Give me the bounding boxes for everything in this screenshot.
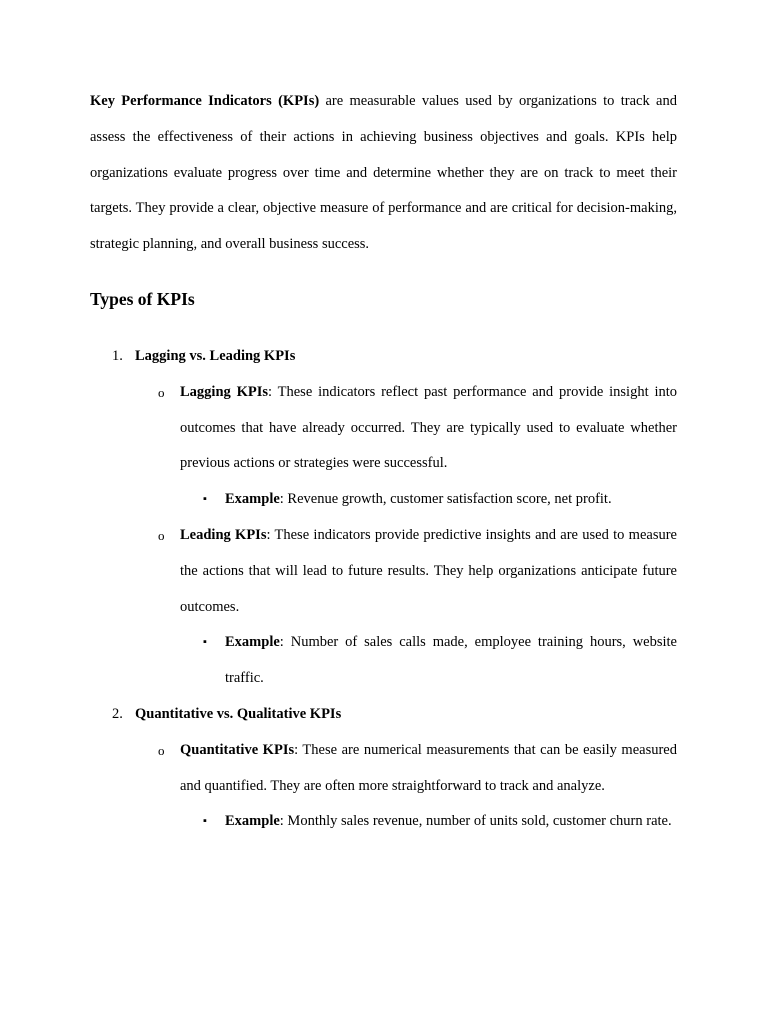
example-quantitative-kpis [90,804,677,840]
sub-item-leading-kpis [90,518,677,625]
sub-item-term: Quantitative KPIs [180,741,295,758]
kpi-types-list [90,339,677,840]
circle-bullet-icon: o [158,384,165,400]
square-bullet-icon: ▪ [203,636,207,649]
list-number: 2. [112,705,123,722]
example-label: Example [225,634,280,651]
square-bullet-icon: ▪ [203,815,207,828]
example-label: Example [225,813,280,830]
circle-bullet-icon: o [158,742,165,758]
intro-paragraph [90,84,677,263]
sub-item-text: : These indicators reflect past performance and provide insight into outcomes that have already occurred. They are typically used to evaluate whether previous actions or strategies were successful. [180,383,678,472]
example-leading-kpis [90,625,677,697]
circle-bullet-icon: o [158,527,165,543]
example-text: : Revenue growth, customer satisfaction score, net profit. [279,491,612,508]
intro-term: Key Performance Indicators (KPIs) [90,93,320,109]
example-text: : Monthly sales revenue, number of units sold, customer churn rate. [279,813,672,830]
sub-item-term: Lagging KPIs [180,383,269,400]
example-label: Example [225,491,280,508]
sub-item-term: Leading KPIs [180,526,267,543]
example-text: : Number of sales calls made, employee training hours, website traffic. [225,634,677,687]
sub-item-text: : These are numerical measurements that can be easily measured and quantified. They are often more straightforward to track and analyze. [180,741,677,794]
list-number: 1. [112,348,123,364]
document-page [90,84,678,830]
sub-item-quantitative-kpis [90,733,677,805]
intro-text: are measurable values used by organizations to track and assess the effectiveness of their actions in achieving business objectives and goals. KPIs help organizations evaluate progress over time and determine whether they are on track to meet their targets. They provide a clear, objective measure of performance and are critical for decision-making, strategic planning, and overall business success. [90,93,677,253]
square-bullet-icon: ▪ [203,493,207,506]
list-item-title: Quantitative vs. Qualitative KPIs [135,705,342,722]
list-item-quantitative-qualitative [90,697,677,733]
section-heading: Types of KPIs [90,289,195,309]
list-item-lagging-leading [90,339,677,375]
sub-item-text: : These indicators provide predictive insights and are used to measure the actions that will lead to future results. They help organizations anticipate future outcomes. [180,526,677,615]
example-lagging-kpis [90,482,677,518]
sub-item-lagging-kpis [90,375,677,482]
list-item-title: Lagging vs. Leading KPIs [135,348,296,364]
